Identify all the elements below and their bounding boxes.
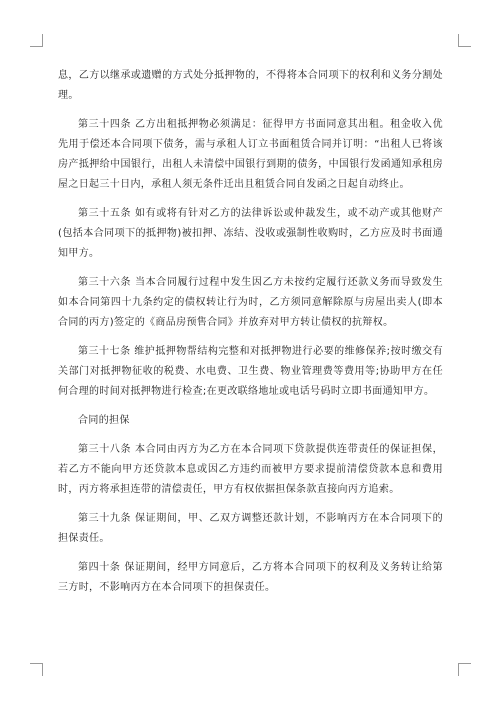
- document-page: [58, 66, 443, 607]
- article-37: 第三十七条 维护抵押物帮结构完整和对抵押物进行必要的维修保养;按时缴交有关部门对抵押物征收的税费、水电费、卫生费、物业管理费等费用等;协助甲方在任何合理的时间对抵押物进行检查;在更改联络地址或电话号码时立即书面通知甲方。: [58, 346, 443, 397]
- crop-mark-top-left: [30, 34, 43, 47]
- crop-mark-top-right: [458, 34, 471, 47]
- article-40: 第四十条 保证期间，经甲方同意后，乙方将本合同项下的权利及义务转让给第三方时，不影响丙方在本合同项下的担保责任。: [58, 562, 443, 593]
- section-heading-guarantee: 合同的担保: [78, 415, 130, 426]
- article-36: 第三十六条 当本合同履行过程中发生因乙方未按约定履行还款义务而导致发生如本合同第四十九条约定的债权转让行为时，乙方须同意解除原与房屋出卖人(即本合同的丙方)签定的《商品房预售合同》并放弃对甲方转让债权的抗辩权。: [58, 277, 443, 328]
- paragraph-continuation: 息，乙方以继承或遗赠的方式处分抵押物的，不得将本合同项下的权利和义务分割处理。: [58, 70, 443, 101]
- article-39: 第三十九条 保证期间，甲、乙双方调整还款计划，不影响丙方在本合同项下的担保责任。: [58, 513, 443, 544]
- crop-mark-bottom-right: [458, 663, 471, 676]
- crop-mark-bottom-left: [30, 663, 43, 676]
- article-38: 第三十八条 本合同由丙方为乙方在本合同项下贷款提供连带责任的保证担保，若乙方不能向甲方还贷款本息或因乙方违约而被甲方要求提前清偿贷款本息和费用时，丙方将承担连带的清偿责任，甲方有权依据担保条款直接向丙方追索。: [58, 444, 443, 495]
- article-34: 第三十四条 乙方出租抵押物必须满足：征得甲方书面同意其出租。租金收入优先用于偿还本合同项下债务，需与承租人订立书面租赁合同并订明：“出租人已将该房产抵押给中国银行，出租人未清偿中国银行到期的债务，中国银行发函通知承租房屋之日起三十日内，承租人须无条件迁出且租赁合同自发函之日起自动终止。: [58, 119, 443, 190]
- article-35: 第三十五条 如有或将有针对乙方的法律诉讼或仲裁发生，或不动产或其他财产(包括本合同项下的抵押物)被扣押、冻结、没收或强制性收购时，乙方应及时书面通知甲方。: [58, 208, 443, 259]
